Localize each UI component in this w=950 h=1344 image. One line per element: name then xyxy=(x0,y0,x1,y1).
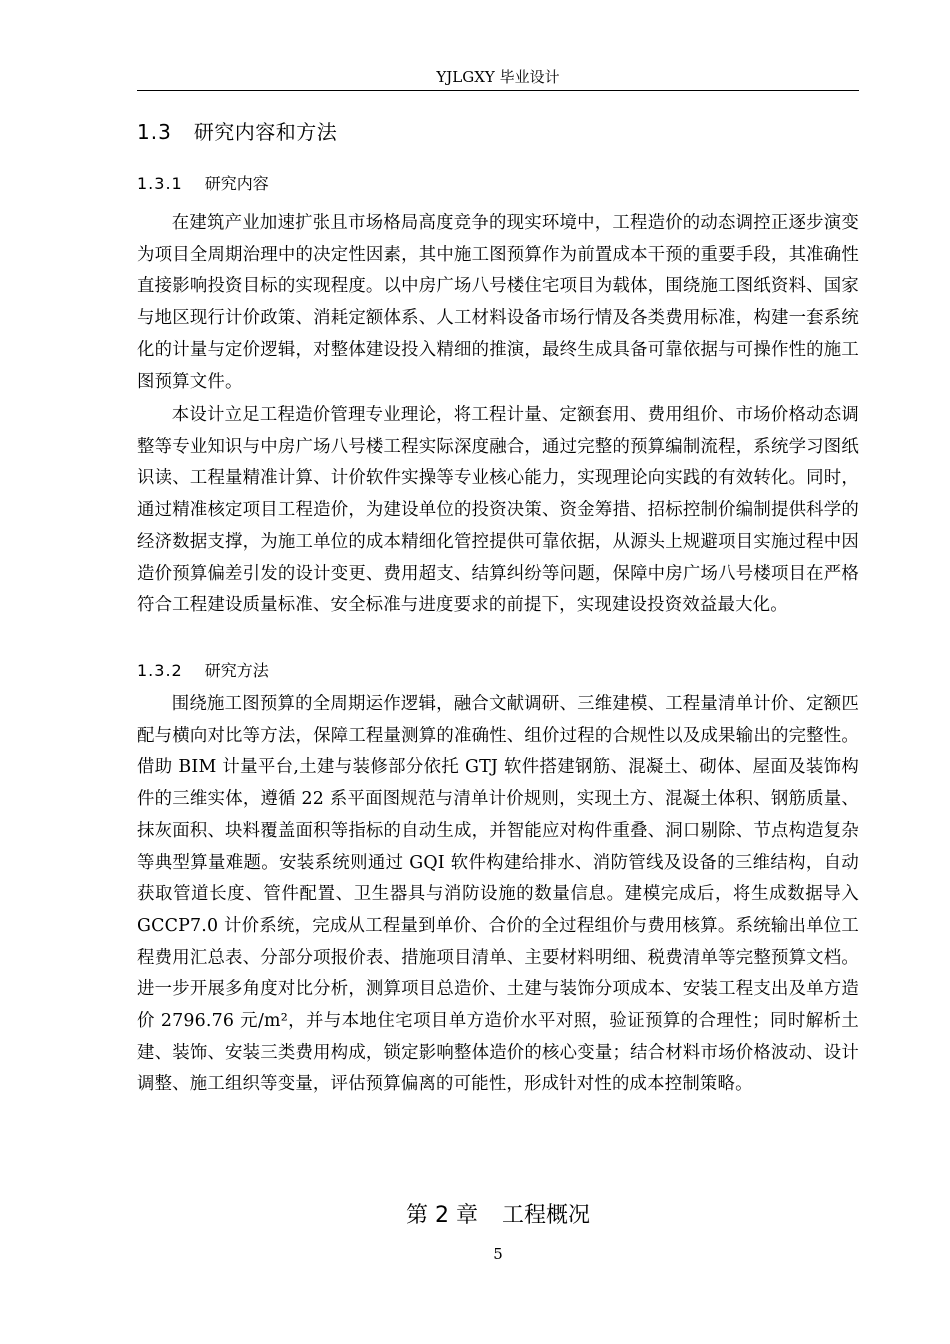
section-1-3-1-heading xyxy=(137,172,269,196)
section-1-3-2-heading xyxy=(137,659,269,683)
section-title: 研究内容和方法 xyxy=(193,120,338,144)
page-number: 5 xyxy=(493,1245,503,1263)
page-header xyxy=(137,66,859,90)
section-1-3-heading xyxy=(137,118,337,146)
subsection-title: 研究内容 xyxy=(204,174,269,193)
paragraph-research-method: 围绕施工图预算的全周期运作逻辑，融合文献调研、三维建模、工程量清单计价、定额匹配与横向对比等方法，保障工程量测算的准确性、组价过程的合规性以及成果输出的完整性。借助 BIM 计量平台,土建与装修部分依托 GTJ 软件搭建钢筋、混凝土、砌体、屋面及装饰构件的三维实体，遵循 22 系平面图规范与清单计价规则，实现土方、混凝土体积、钢筋质量、抹灰面积、块料覆盖面积等指标的自动生成，并智能应对构件重叠、洞口剔除、节点构造复杂等典型算量难题。安装系统则通过 GQI 软件构建给排水、消防管线及设备的三维结构，自动获取管道长度、管件配置、卫生器具与消防设施的数量信息。建模完成后，将生成数据导入 GCCP7.0 计价系统，完成从工程量到单价、合价的全过程组价与费用核算。系统输出单位工程费用汇总表、分部分项报价表、措施项目清单、主要材料明细、税费清单等完整预算文档。进一步开展多角度对比分析，测算项目总造价、土建与装饰分项成本、安装工程支出及单方造价 2796.76 元/m²，并与本地住宅项目单方造价水平对照，验证预算的合理性；同时解析土建、装饰、安装三类费用构成，锁定影响整体造价的核心变量；结合材料市场价格波动、设计调整、施工组织等变量，评估预算偏离的可能性，形成针对性的成本控制策略。 xyxy=(137,694,859,1095)
chapter-heading xyxy=(0,1201,950,1231)
header-title: YJLGXY 毕业设计 xyxy=(436,68,560,86)
subsection-title: 研究方法 xyxy=(204,661,269,680)
subsection-number: 1.3.2 xyxy=(137,661,183,680)
paragraph-research-content-1: 在建筑产业加速扩张且市场格局高度竞争的现实环境中，工程造价的动态调控正逐步演变为项目全周期治理中的决定性因素，其中施工图预算作为前置成本干预的重要手段，其准确性直接影响投资目标的实现程度。以中房广场八号楼住宅项目为载体，围绕施工图纸资料、国家与地区现行计价政策、消耗定额体系、人工材料设备市场行情及各类费用标准，构建一套系统化的计量与定价逻辑，对整体建设投入精细的推演，最终生成具备可靠依据与可操作性的施工图预算文件。 xyxy=(137,213,859,392)
chapter-number: 第 2 章 xyxy=(406,1203,478,1228)
subsection-number: 1.3.1 xyxy=(137,174,183,193)
section-number: 1.3 xyxy=(137,120,172,144)
paragraph-research-content-2: 本设计立足工程造价管理专业理论，将工程计量、定额套用、费用组价、市场价格动态调整等专业知识与中房广场八号楼工程实际深度融合，通过完整的预算编制流程，系统学习图纸识读、工程量精准计算、计价软件实操等专业核心能力，实现理论向实践的有效转化。同时，通过精准核定项目工程造价，为建设单位的投资决策、资金筹措、招标控制价编制提供科学的经济数据支撑，为施工单位的成本精细化管控提供可靠依据，从源头上规避项目实施过程中因造价预算偏差引发的设计变更、费用超支、结算纠纷等问题，保障中房广场八号楼项目在严格符合工程建设质量标准、安全标准与进度要求的前提下，实现建设投资效益最大化。 xyxy=(137,405,859,616)
chapter-title: 工程概况 xyxy=(501,1203,590,1228)
header-rule xyxy=(137,90,859,91)
